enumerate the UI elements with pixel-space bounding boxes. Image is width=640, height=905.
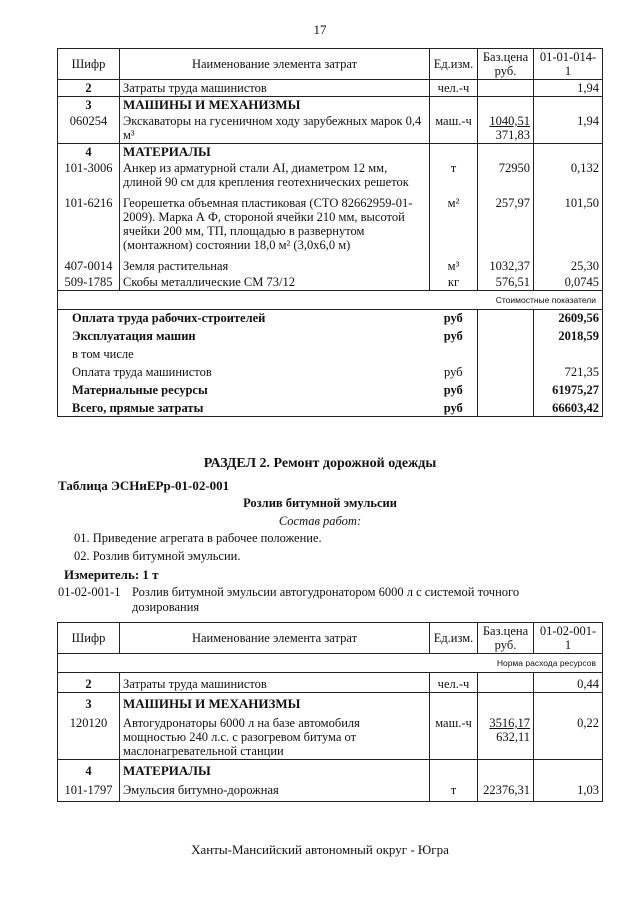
- row-unit: т: [430, 779, 478, 802]
- row-unit: м²: [430, 190, 478, 253]
- row-price: 3516,17: [489, 716, 530, 730]
- row-price: 576,51: [478, 274, 534, 291]
- cost-label: Эксплуатация машин: [58, 326, 430, 344]
- header-code: Шифр: [58, 49, 120, 80]
- cost-label: Оплата труда рабочих-строителей: [58, 310, 430, 327]
- cost-value: 61975,27: [534, 380, 603, 398]
- row-unit: маш.-ч: [430, 113, 478, 144]
- cost-unit: руб: [430, 326, 478, 344]
- row-price: 72950: [478, 160, 534, 190]
- row-price: 1040,51: [489, 114, 530, 128]
- row-price-secondary: 632,11: [496, 730, 530, 744]
- row-value: 25,30: [534, 253, 603, 274]
- row-price: 1032,37: [478, 253, 534, 274]
- row-value: 0,44: [534, 673, 603, 693]
- footer: Ханты-Мансийский автономный округ - Югра: [191, 842, 449, 857]
- row-value: 1,94: [534, 113, 603, 144]
- row-name: Эмульсия битумно-дорожная: [120, 779, 430, 802]
- header-price: Баз.цена руб.: [478, 49, 534, 80]
- cost-label: Оплата труда машинистов: [58, 362, 430, 380]
- work-item: 01. Приведение агрегата в рабочее положение.: [74, 531, 322, 545]
- row-value: 0,22: [534, 712, 603, 760]
- header-code: Шифр: [58, 623, 120, 654]
- norm-code: 01-02-001-1: [58, 585, 121, 599]
- section-title: МАШИНЫ И МЕХАНИЗМЫ: [120, 97, 430, 114]
- section-code: 4: [58, 144, 120, 161]
- row-unit: маш.-ч: [430, 712, 478, 760]
- works-title: Состав работ:: [278, 514, 362, 528]
- cost-value: 66603,42: [534, 398, 603, 417]
- row-code: 101-6216: [58, 190, 120, 253]
- norm-description: Розлив битумной эмульсии автогудронатором 6000 л с системой точного дозирования: [132, 585, 520, 614]
- cost-unit: руб: [430, 310, 478, 327]
- row-price: 22376,31: [478, 779, 534, 802]
- section-code: 3: [58, 97, 120, 114]
- cost-unit: руб: [430, 398, 478, 417]
- row-unit: м³: [430, 253, 478, 274]
- row-unit: т: [430, 160, 478, 190]
- row-value: 101,50: [534, 190, 603, 253]
- table-label: Таблица ЭСНиЕРр-01-02-001: [58, 478, 230, 493]
- row-value: 1,94: [534, 80, 603, 97]
- section-title: РАЗДЕЛ 2. Ремонт дорожной одежды: [203, 456, 437, 471]
- row-name: Анкер из арматурной стали AI, диаметром 12 мм, длиной 90 см для крепления геотехнических решеток: [120, 160, 430, 190]
- row-code: 407-0014: [58, 253, 120, 274]
- row-value: 0,132: [534, 160, 603, 190]
- cost-value: 721,35: [534, 362, 603, 380]
- row-price: 257,97: [478, 190, 534, 253]
- header-price: Баз.цена руб.: [478, 623, 534, 654]
- section-title: МАТЕРИАЛЫ: [120, 144, 430, 161]
- work-item: 02. Розлив битумной эмульсии.: [74, 549, 241, 563]
- row-code: 120120: [58, 712, 120, 760]
- row-value: 0,0745: [534, 274, 603, 291]
- section-title: МАТЕРИАЛЫ: [120, 760, 430, 780]
- cost-value: 2609,56: [534, 310, 603, 327]
- cost-unit: руб: [430, 380, 478, 398]
- page-number: 17: [313, 22, 327, 37]
- header-unit: Ед.изм.: [430, 623, 478, 654]
- cost-unit: руб: [430, 362, 478, 380]
- cost-label: Материальные ресурсы: [58, 380, 430, 398]
- cost-value: 2018,59: [534, 326, 603, 344]
- header-unit: Ед.изм.: [430, 49, 478, 80]
- row-code: 2: [58, 80, 120, 97]
- header-name: Наименование элемента затрат: [120, 623, 430, 654]
- table-title: Розлив битумной эмульсии: [243, 496, 397, 510]
- row-name: Земля растительная: [120, 253, 430, 274]
- cost-indicators-header: Стоимостные показатели: [58, 291, 603, 310]
- row-value: 1,03: [534, 779, 603, 802]
- row-code: 101-1797: [58, 779, 120, 802]
- cost-label: в том числе: [58, 344, 430, 362]
- row-unit: кг: [430, 274, 478, 291]
- resource-table-1: [57, 48, 603, 417]
- row-unit: чел.-ч: [430, 80, 478, 97]
- section-code: 3: [58, 693, 120, 713]
- row-price-secondary: 371,83: [495, 128, 530, 142]
- row-name: Затраты труда машинистов: [120, 80, 430, 97]
- row-code: 060254: [58, 113, 120, 144]
- cost-label: Всего, прямые затраты: [58, 398, 430, 417]
- row-name: Экскаваторы на гусеничном ходу зарубежных марок 0,4 м³: [120, 113, 430, 144]
- row-name: Затраты труда машинистов: [120, 673, 430, 693]
- row-name: Скобы металлические СМ 73/12: [120, 274, 430, 291]
- header-norm-code: 01-02-001-1: [534, 623, 603, 654]
- norm-header: Норма расхода ресурсов: [58, 654, 603, 673]
- measure: Измеритель: 1 т: [64, 567, 159, 582]
- section-title: МАШИНЫ И МЕХАНИЗМЫ: [120, 693, 430, 713]
- resource-table-2: [57, 622, 603, 802]
- header-norm-code: 01-01-014-1: [534, 49, 603, 80]
- row-name: Георешетка объемная пластиковая (СТО 82662959-01-2009). Марка А Ф, стороной ячейки 210 мм, высотой ячейки 200 мм, ТП, площадью в развернутом (монтажном) состоянии 18,0 м² (3,0х6,0 м): [120, 190, 430, 253]
- row-name: Автогудронаторы 6000 л на базе автомобиля мощностью 240 л.с. с разогревом битума от маслонагревательной станции: [120, 712, 430, 760]
- header-name: Наименование элемента затрат: [120, 49, 430, 80]
- row-code: 509-1785: [58, 274, 120, 291]
- row-code: 2: [58, 673, 120, 693]
- row-unit: чел.-ч: [430, 673, 478, 693]
- row-code: 101-3006: [58, 160, 120, 190]
- section-code: 4: [58, 760, 120, 780]
